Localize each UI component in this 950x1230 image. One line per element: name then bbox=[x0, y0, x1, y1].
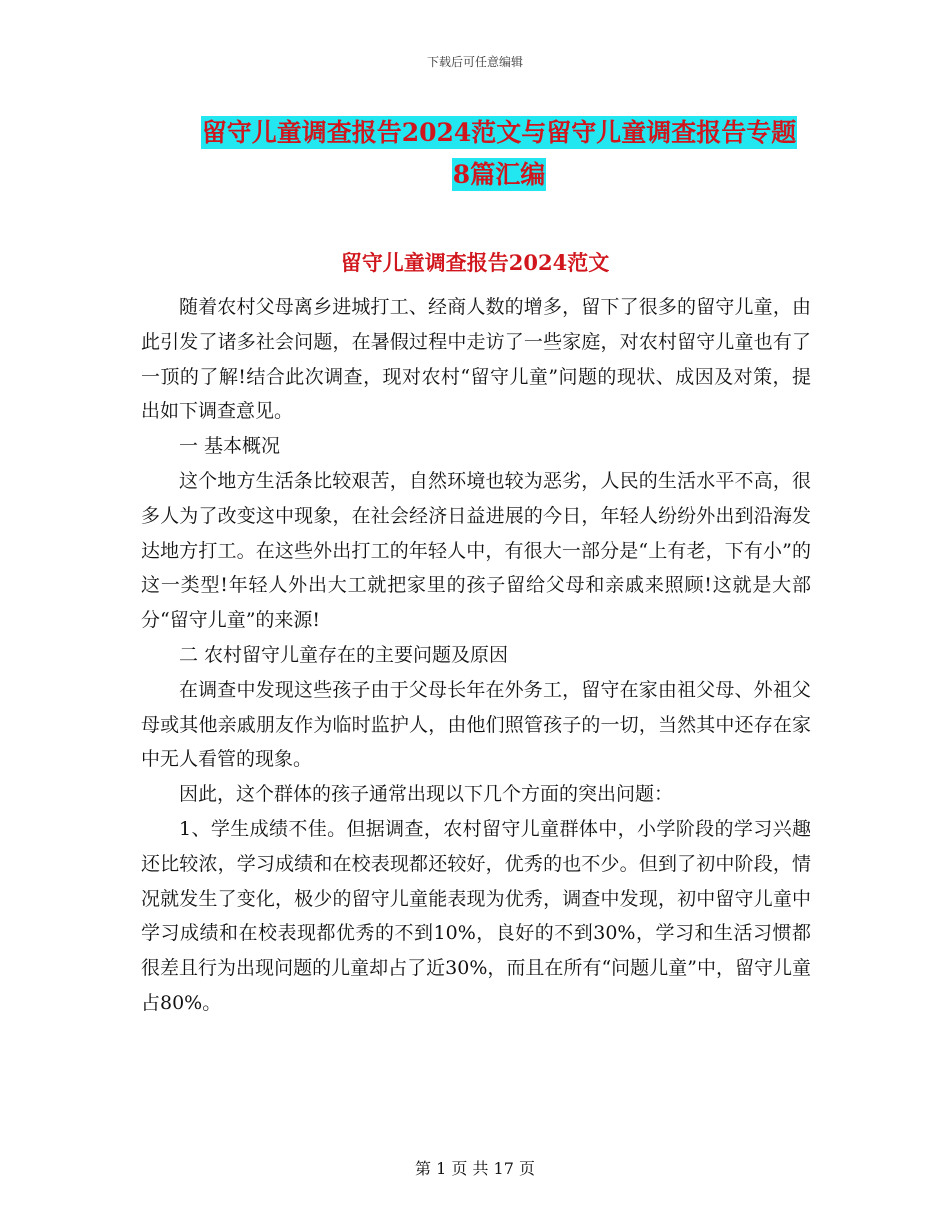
section-title: 留守儿童调查报告2024范文 bbox=[340, 250, 610, 275]
paragraph-findings: 在调查中发现这些孩子由于父母长年在外务工，留守在家由祖父母、外祖父母或其他亲戚朋友作为临时监护人，由他们照管孩子的一切，当然其中还存在家中无人看管的现象。 bbox=[141, 678, 811, 771]
header-note: 下载后可任意编辑 bbox=[426, 55, 523, 69]
document-title-line1: 留守儿童调查报告2024范文与留守儿童调查报告专题 bbox=[201, 118, 797, 147]
page-indicator: 第 1 页 共 17 页 bbox=[415, 1159, 535, 1178]
paragraph-intro: 随着农村父母离乡进城打工、经商人数的增多，留下了很多的留守儿童，由此引发了诸多社会问题，在暑假过程中走访了一些家庭，对农村留守儿童也有了一顶的了解!结合此次调查，现对农村“留守儿童”问题的现状、成因及对策，提出如下调查意见。 bbox=[141, 296, 811, 423]
heading-main-problems: 二 农村留守儿童存在的主要问题及原因 bbox=[179, 643, 509, 666]
document-body bbox=[141, 290, 811, 1021]
document-title bbox=[186, 112, 812, 196]
paragraph-overview: 这个地方生活条比较艰苦，自然环境也较为恶劣，人民的生活水平不高，很多人为了改变这中现象，在社会经济日益进展的今日，年轻人纷纷外出到沿海发达地方打工。在这些外出打工的年轻人中，有很大一部分是“上有老，下有小”的这一类型!年轻人外出大工就把家里的孩子留给父母和亲戚来照顾!这就是大部分“留守儿童”的来源! bbox=[141, 469, 811, 632]
heading-basic-overview: 一 基本概况 bbox=[179, 435, 281, 458]
paragraph-problem-1: 1、学生成绩不佳。但据调查，农村留守儿童群体中，小学阶段的学习兴趣还比较浓，学习成绩和在校表现都还较好，优秀的也不少。但到了初中阶段，情况就发生了变化，极少的留守儿童能表现为优秀，调查中发现，初中留守儿童中学习成绩和在校表现都优秀的不到10%，良好的不到30%，学习和生活习惯都很差且行为出现问题的儿童却占了近30%，而且在所有“问题儿童”中，留守儿童占80%。 bbox=[141, 817, 811, 1014]
document-title-line2: 8篇汇编 bbox=[452, 160, 546, 189]
paragraph-problems-intro: 因此，这个群体的孩子通常出现以下几个方面的突出问题： bbox=[179, 783, 674, 806]
